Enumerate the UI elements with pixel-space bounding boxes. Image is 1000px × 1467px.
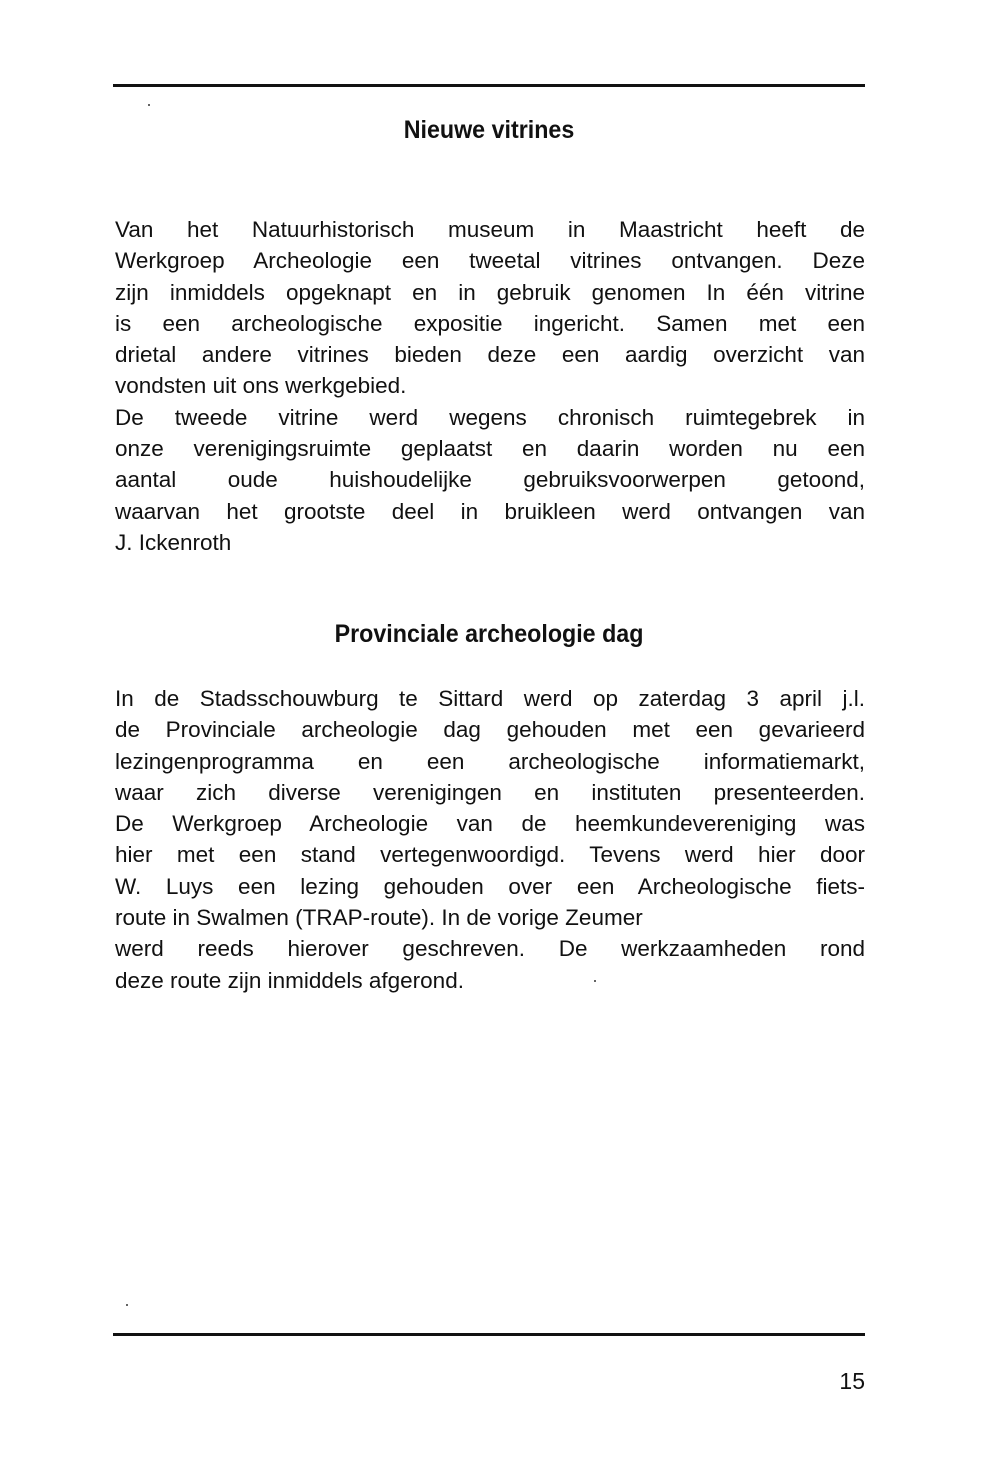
body-line: vondsten uit ons werkgebied.	[115, 373, 407, 399]
body-line: is een archeologische expositie ingericht. Samen met een	[115, 310, 865, 336]
body-line: aantal oude huishoudelijke gebruiksvoorwerpen getoond,	[115, 467, 865, 493]
scan-speck	[594, 980, 596, 982]
body-line: werd reeds hierover geschreven. De werkzaamheden rond	[115, 936, 865, 962]
body-line: J. Ickenroth	[115, 529, 232, 555]
body-line: lezingenprogramma en een archeologische informatiemarkt,	[115, 748, 865, 774]
body-line: hier met een stand vertegenwoordigd. Tevens werd hier door	[115, 842, 865, 868]
section-heading-provinciale-archeologie-dag: Provinciale archeologie dag	[334, 620, 644, 648]
body-line: onze verenigingsruimte geplaatst en daarin worden nu een	[115, 436, 865, 462]
bottom-rule	[113, 1333, 865, 1336]
body-line: zijn inmiddels opgeknapt en in gebruik genomen In één vitrine	[115, 279, 865, 305]
page-number: 15	[839, 1368, 865, 1394]
section-heading-nieuwe-vitrines: Nieuwe vitrines	[403, 116, 575, 144]
body-line: De tweede vitrine werd wegens chronisch ruimtegebrek in	[115, 404, 865, 430]
body-line: de Provinciale archeologie dag gehouden met een gevarieerd	[115, 717, 865, 743]
top-rule	[113, 84, 865, 87]
body-line: drietal andere vitrines bieden deze een aardig overzicht van	[115, 342, 865, 368]
body-line: route in Swalmen (TRAP-route). In de vorige Zeumer	[115, 905, 643, 931]
scan-speck	[148, 104, 150, 106]
body-line: In de Stadsschouwburg te Sittard werd op zaterdag 3 april j.l.	[115, 686, 865, 711]
body-line: deze route zijn inmiddels afgerond.	[115, 967, 464, 993]
body-line: waarvan het grootste deel in bruikleen werd ontvangen van	[115, 498, 865, 524]
body-line: waar zich diverse verenigingen en instituten presenteerden.	[115, 779, 865, 805]
section-body-provinciale-archeologie-dag	[115, 683, 865, 996]
body-line: Werkgroep Archeologie een tweetal vitrines ontvangen. Deze	[115, 248, 865, 274]
section-body-nieuwe-vitrines	[115, 214, 865, 558]
scan-speck	[126, 1304, 128, 1306]
body-line: Van het Natuurhistorisch museum in Maastricht heeft de	[115, 217, 865, 242]
body-line: W. Luys een lezing gehouden over een Archeologische fiets-	[115, 873, 865, 899]
body-line: De Werkgroep Archeologie van de heemkundevereniging was	[115, 811, 865, 837]
